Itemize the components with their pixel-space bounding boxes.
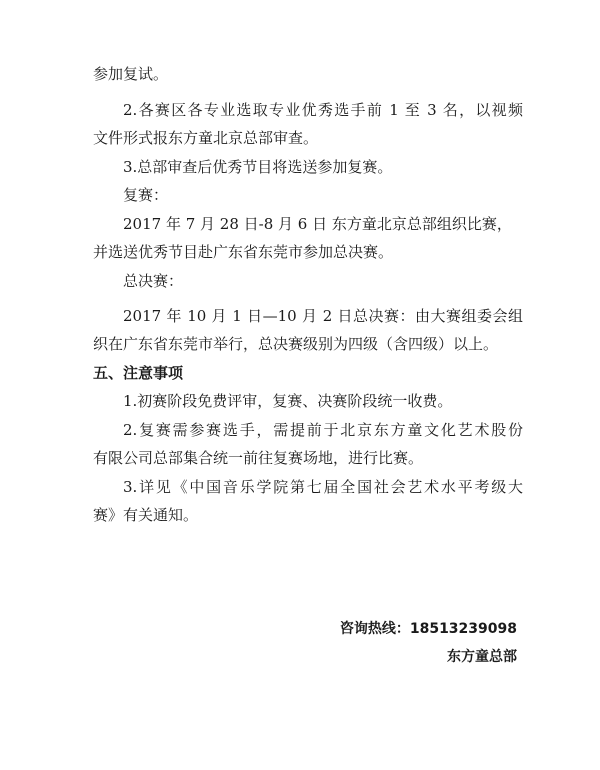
body-line-final-cont: 织在广东省东莞市举行，总决赛级别为四级（含四级）以上。: [93, 335, 499, 353]
contact-hotline: 咨询热线：18513239098: [339, 621, 517, 637]
body-line-final-dates: 2017 年 10 月 1 日—10 月 2 日总决赛：由大赛组委会组: [123, 307, 523, 325]
body-line-item-2: 2.各赛区各专业选取专业优秀选手前 1 至 3 名，以视频: [123, 101, 523, 119]
body-line-semifinal-cont: 并选送优秀节目赴广东省东莞市参加总决赛。: [93, 243, 394, 261]
section-label-final: 总决赛：: [123, 272, 184, 290]
note-item-2: 2.复赛需参赛选手，需提前于北京东方童文化艺术股份: [123, 421, 523, 439]
note-item-3: 3.详见《中国音乐学院第七届全国社会艺术水平考级大: [123, 478, 523, 496]
note-item-3-cont: 赛》有关通知。: [93, 506, 199, 524]
body-line-continuation: 参加复试。: [93, 65, 169, 83]
organization-signature: 东方童总部: [447, 649, 517, 665]
body-line-semifinal-dates: 2017 年 7 月 28 日-8 月 6 日 东方童北京总部组织比赛，: [123, 215, 512, 233]
body-line-item-3: 3.总部审查后优秀节目将选送参加复赛。: [123, 158, 393, 176]
section-heading-notes: 五、注意事项: [93, 364, 184, 382]
note-item-1: 1.初赛阶段免费评审，复赛、决赛阶段统一收费。: [123, 392, 453, 410]
body-line-item-2-cont: 文件形式报东方童北京总部审查。: [93, 129, 319, 147]
note-item-2-cont: 有限公司总部集合统一前往复赛场地，进行比赛。: [93, 449, 424, 467]
section-label-semifinal: 复赛：: [123, 186, 169, 204]
